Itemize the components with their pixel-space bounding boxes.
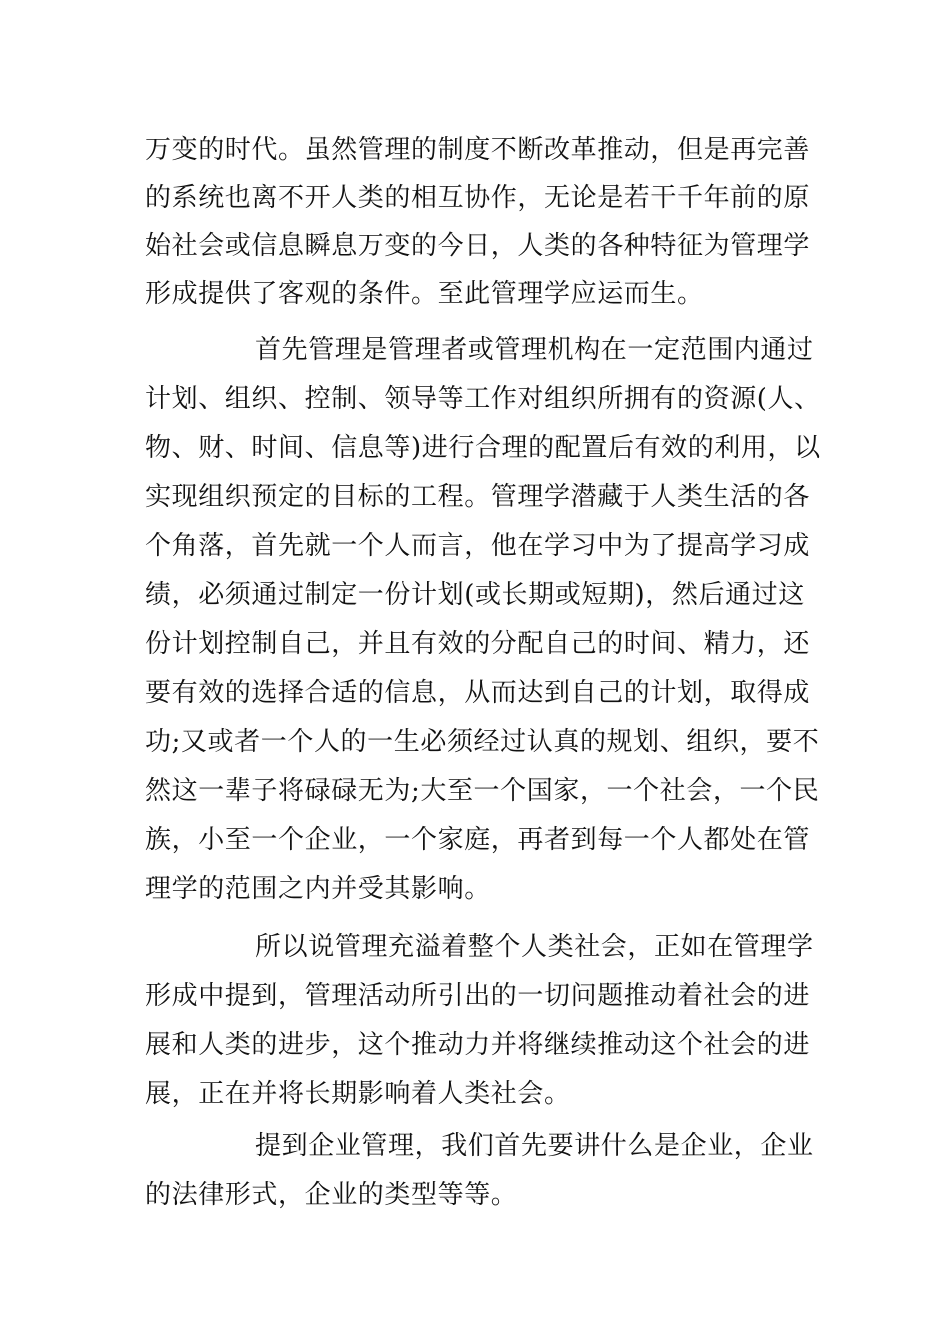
paragraph-2-line-8: 要有效的选择合适的信息，从而达到自己的计划，取得成 <box>145 678 811 708</box>
paragraph-2-line-9: 功;又或者一个人的一生必须经过认真的规划、组织，要不 <box>145 727 820 757</box>
paragraph-2-line-2: 计划、组织、控制、领导等工作对组织所拥有的资源(人、 <box>145 384 821 414</box>
paragraph-1-line-4: 形成提供了客观的条件。至此管理学应运而生。 <box>145 279 704 309</box>
paragraph-3-line-1: 所以说管理充溢着整个人类社会，正如在管理学 <box>255 932 814 962</box>
paragraph-1-line-3: 始社会或信息瞬息万变的今日，人类的各种特征为管理学 <box>145 231 811 261</box>
paragraph-2-line-3: 物、财、时间、信息等)进行合理的配置后有效的利用，以 <box>145 433 821 463</box>
paragraph-2-line-1: 首先管理是管理者或管理机构在一定范围内通过 <box>255 335 814 365</box>
paragraph-2-line-6: 绩，必须通过制定一份计划(或长期或短期)，然后通过这 <box>145 580 805 610</box>
paragraph-2-line-4: 实现组织预定的目标的工程。管理学潜藏于人类生活的各 <box>145 482 811 512</box>
paragraph-2-line-12: 理学的范围之内并受其影响。 <box>145 874 491 904</box>
paragraph-2-line-7: 份计划控制自己，并且有效的分配自己的时间、精力，还 <box>145 629 811 659</box>
paragraph-1-line-2: 的系统也离不开人类的相互协作，无论是若干千年前的原 <box>145 183 811 213</box>
paragraph-2-line-10: 然这一辈子将碌碌无为;大至一个国家，一个社会，一个民 <box>145 776 820 806</box>
paragraph-3-line-3: 展和人类的进步，这个推动力并将继续推动这个社会的进 <box>145 1030 811 1060</box>
paragraph-2-line-5: 个角落，首先就一个人而言，他在学习中为了提高学习成 <box>145 531 811 561</box>
paragraph-3-line-2: 形成中提到，管理活动所引出的一切问题推动着社会的进 <box>145 981 811 1011</box>
paragraph-2-line-11: 族，小至一个企业，一个家庭，再者到每一个人都处在管 <box>145 825 811 855</box>
paragraph-3-line-4: 展，正在并将长期影响着人类社会。 <box>145 1079 571 1109</box>
paragraph-1-line-1: 万变的时代。虽然管理的制度不断改革推动，但是再完善 <box>145 135 811 165</box>
paragraph-4-line-1: 提到企业管理，我们首先要讲什么是企业，企业 <box>255 1131 814 1161</box>
paragraph-4-line-2: 的法律形式，企业的类型等等。 <box>145 1180 518 1210</box>
